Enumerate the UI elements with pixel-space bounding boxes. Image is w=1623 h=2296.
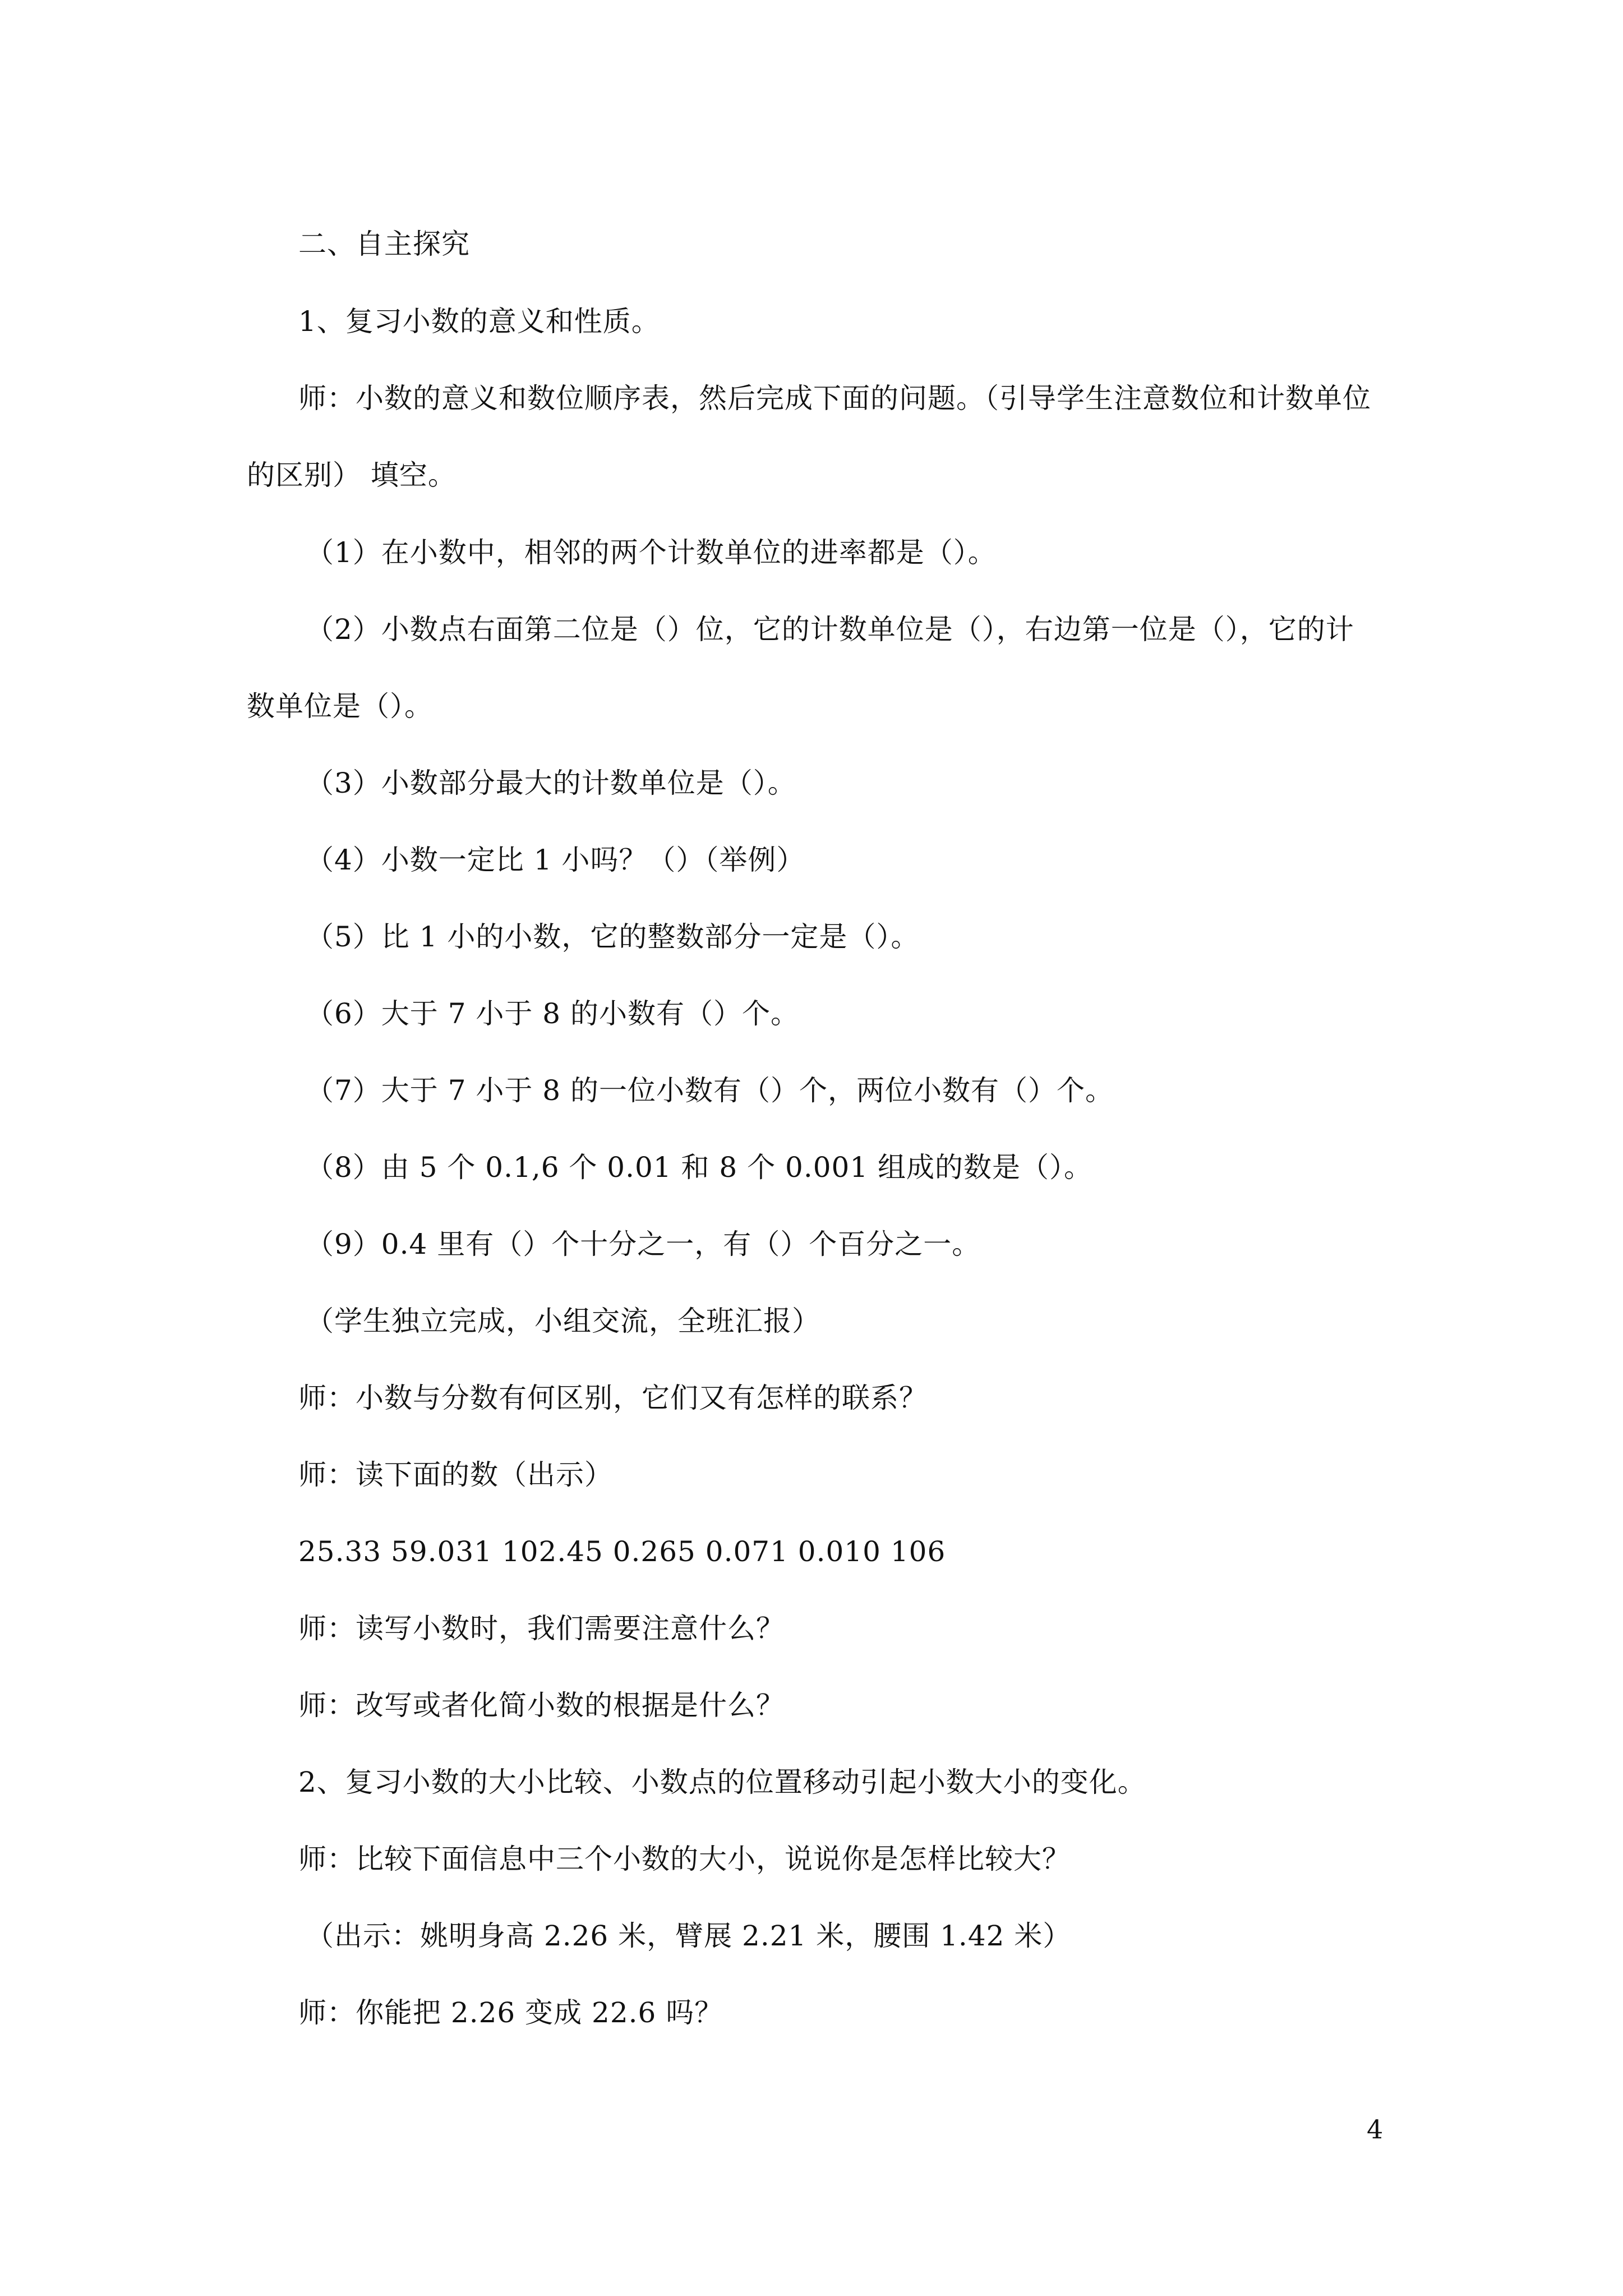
subsection-heading: 1、复习小数的意义和性质。	[298, 305, 660, 338]
paragraph-line: （学生独立完成，小组交流，全班汇报）	[306, 1305, 820, 1337]
question-item: （8）由 5 个 0.1,6 个 0.01 和 8 个 0.001 组成的数是（）。	[306, 1151, 1093, 1184]
paragraph-line: （出示：姚明身高 2.26 米，臂展 2.21 米，腰围 1.42 米）	[306, 1920, 1072, 1952]
paragraph-line: 师：读写小数时，我们需要注意什么？	[298, 1612, 785, 1645]
question-item: （2）小数点右面第二位是（）位，它的计数单位是（），右边第一位是（），它的计	[306, 613, 1354, 646]
paragraph-line: 师：小数的意义和数位顺序表，然后完成下面的问题。（引导学生注意数位和计数单位	[298, 382, 1371, 415]
number-list: 25.33 59.031 102.45 0.265 0.071 0.010 106	[298, 1535, 946, 1568]
question-item: （3）小数部分最大的计数单位是（）。	[306, 767, 796, 799]
paragraph-line: 师：小数与分数有何区别，它们又有怎样的联系？	[298, 1382, 928, 1414]
paragraph-line: 的区别） 填空。	[247, 459, 457, 491]
subsection-heading: 2、复习小数的大小比较、小数点的位置移动引起小数大小的变化。	[298, 1766, 1146, 1798]
question-item: （7）大于 7 小于 8 的一位小数有（）个，两位小数有（）个。	[306, 1074, 1114, 1107]
question-item: （6）大于 7 小于 8 的小数有（）个。	[306, 997, 800, 1030]
paragraph-line: 师：读下面的数（出示）	[298, 1458, 613, 1491]
paragraph-line: 师：你能把 2.26 变成 22.6 吗？	[298, 1996, 723, 2029]
question-item: （9）0.4 里有（）个十分之一，有（）个百分之一。	[306, 1228, 981, 1260]
paragraph-line: 师：比较下面信息中三个小数的大小，说说你是怎样比较大？	[298, 1843, 1071, 1875]
question-item: （5）比 1 小的小数，它的整数部分一定是（）。	[306, 921, 920, 953]
question-item: （4）小数一定比 1 小吗？（）（举例）	[306, 844, 805, 876]
question-item: （1）在小数中，相邻的两个计数单位的进率都是（）。	[306, 536, 997, 569]
paragraph-line: 师：改写或者化简小数的根据是什么？	[298, 1689, 785, 1722]
question-item-continuation: 数单位是（）。	[247, 690, 433, 723]
page-number: 4	[1367, 2114, 1384, 2145]
section-heading: 二、自主探究	[298, 228, 470, 260]
